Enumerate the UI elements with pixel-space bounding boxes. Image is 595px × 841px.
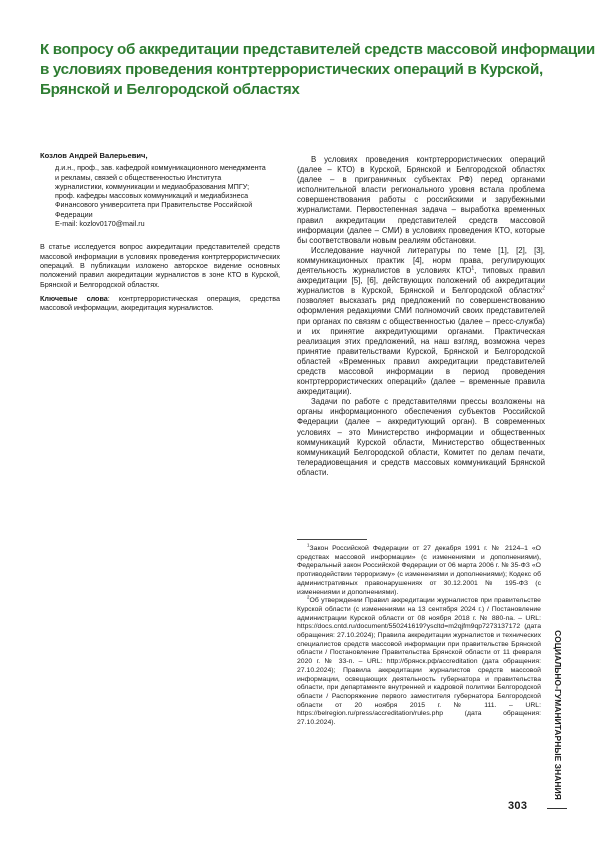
main-text <box>297 155 545 478</box>
footnotes <box>297 542 541 728</box>
footnote-number: 1 <box>307 542 310 548</box>
author-column <box>40 151 280 312</box>
body-text: , типовых правил аккредитации [5], [6], действующих положений об аккредитации журналистов в Курской, Брянской и Белгородской областях <box>297 266 545 296</box>
affiliation-line: проф. кафедры массовых коммуникаций и медиабизнеса <box>55 191 249 201</box>
page-number-rule <box>547 808 567 809</box>
article-title <box>40 40 595 100</box>
footnote-text: Об утверждении Правил аккредитации журналистов при правительстве Курской области (с изменениями на 13 сентября 2024 г.) / Постановление администрации Курской области от 08 ноября 2018 г. № 880-па. – URL: https://docs.cntd.ru/document/550241619?yscltd=m2qjfm9qp7273137172 (дата обращения: 27.10.2024); Правила аккредитации журналистов и технических специалистов средств массовой информации при правительстве Брянской области / Постановление Правительства Брянской области от 11 февраля 2020 г. № 33-п. – URL: http://брянск.рф/accreditation (дата обращения: 27.10.2024); Правила аккредитации журналистов средств массовой информации, освещающих деятельность губернатора и правительства области, при департаменте внутренней и кадровой политики Белгородской области / Распоряжение первого заместителя губернатора Белгородской области от 20 ноября 2015 г. № 111. – URL: https://belregion.ru/press/accreditation/rules.php (дата обращения: 27.10.2024). <box>297 597 541 727</box>
abstract: В статье исследуется вопрос аккредитации представителей средств массовой информации в условиях проведения контртеррористических операций. В публикации изложено авторское видение основных положений правил аккредитации журналистов в зоне КТО в Курской, Брянской и Белгородской областях. <box>40 242 280 289</box>
keywords-text: : контртеррористическая операция, средства массовой информации, аккредитация журналистов. <box>40 293 280 313</box>
affiliation-line: д.и.н., проф., зав. кафедрой коммуникационного менеджмента <box>55 163 266 173</box>
footnote-divider <box>297 539 367 540</box>
author-name: Козлов Андрей Валерьевич, <box>40 151 148 160</box>
footnote-1 <box>297 542 541 597</box>
body-paragraph-2 <box>297 246 545 397</box>
body-text: позволяет высказать ряд предложений по совершенствованию оформления редакциями СМИ полномочий своих представителей при органах по связям с общественностью (далее – пресс-служба) и их принятие аккредитующими органами. Практическая реализация этих предложений, на наш взгляд, возможна через принятие правительствами Курской, Брянской и Белгородской областей «Временных правил аккредитации представителей средств массовой информации в период проведения контртеррористических операций» (далее – временные правила аккредитации). <box>297 296 545 397</box>
footnote-number: 2 <box>307 594 310 600</box>
affiliation-line: журналистики, коммуникации и медиаобразования МПГУ; <box>55 181 250 191</box>
section-sidebar <box>548 600 568 830</box>
footnote-2 <box>297 594 541 728</box>
author-affiliation <box>40 163 280 228</box>
affiliation-line: и рекламы, связей с общественностью Института <box>55 172 222 182</box>
title-line-2: в условиях проведения контртеррористических операций в Курской, <box>40 61 543 78</box>
title-line-1: К вопросу об аккредитации представителей средств массовой информации <box>40 41 595 58</box>
footnote-text: Закон Российской Федерации от 27 декабря 1991 г. № 2124–1 «О средствах массовой информации» (с изменениями и дополнениями), Федеральный закон Российской Федерации от 06 марта 2006 г. № 35-ФЗ «О противодействии терроризму» (с изменениями и дополнениями); Кодекс об административных правонарушениях от 30.12.2001 № 195-ФЗ (с изменениями и дополнениями). <box>297 545 541 596</box>
body-text: Исследование научной литературы по теме [1], [2], [3], коммуникационных практик [4], норм права, регулирующих деятельность журналистов в условиях КТО <box>297 245 545 276</box>
footnote-ref-2[interactable]: 2 <box>542 285 545 292</box>
page-number: 303 <box>508 800 528 812</box>
author-email: E-mail: kozlov0170@mail.ru <box>55 219 145 229</box>
affiliation-line: Финансового университета при Правительстве Российской <box>55 200 253 210</box>
affiliation-line: Федерации <box>55 209 93 219</box>
section-label: СОЦИАЛЬНО-ГУМАНИТАРНЫЕ ЗНАНИЯ <box>553 630 563 800</box>
keywords <box>40 294 280 313</box>
body-paragraph-3: Задачи по работе с представителями прессы возложены на органы информационного обеспечения субъектов Российской Федерации (далее – аккредитующий орган). В современных условиях – это Министерство информации и общественных коммуникаций Курской области, Министерство общественных коммуникаций Белгородской области, Комитет по делам печати, телерадиовещания и средств массовых коммуникаций Брянской области. <box>297 397 545 477</box>
body-paragraph-1: В условиях проведения контртеррористических операций (далее – КТО) в Курской, Брянской и Белгородской областях (далее – в приграничных субъектах РФ) перед органами исполнительной власти регионального уровня встала проблема совершенствования работы с российскими и зарубежными журналистами. Первостепенная задача – выработка временных правил аккредитации представителей средств массовой информации (далее – СМИ) в условиях проведения КТО, которые бы соответствовали новым реалиям обстановки. <box>297 155 545 245</box>
footnote-ref-1[interactable]: 1 <box>471 265 475 272</box>
title-line-3: Брянской и Белгородской областях <box>40 81 300 98</box>
keywords-label: Ключевые слова <box>40 293 108 303</box>
